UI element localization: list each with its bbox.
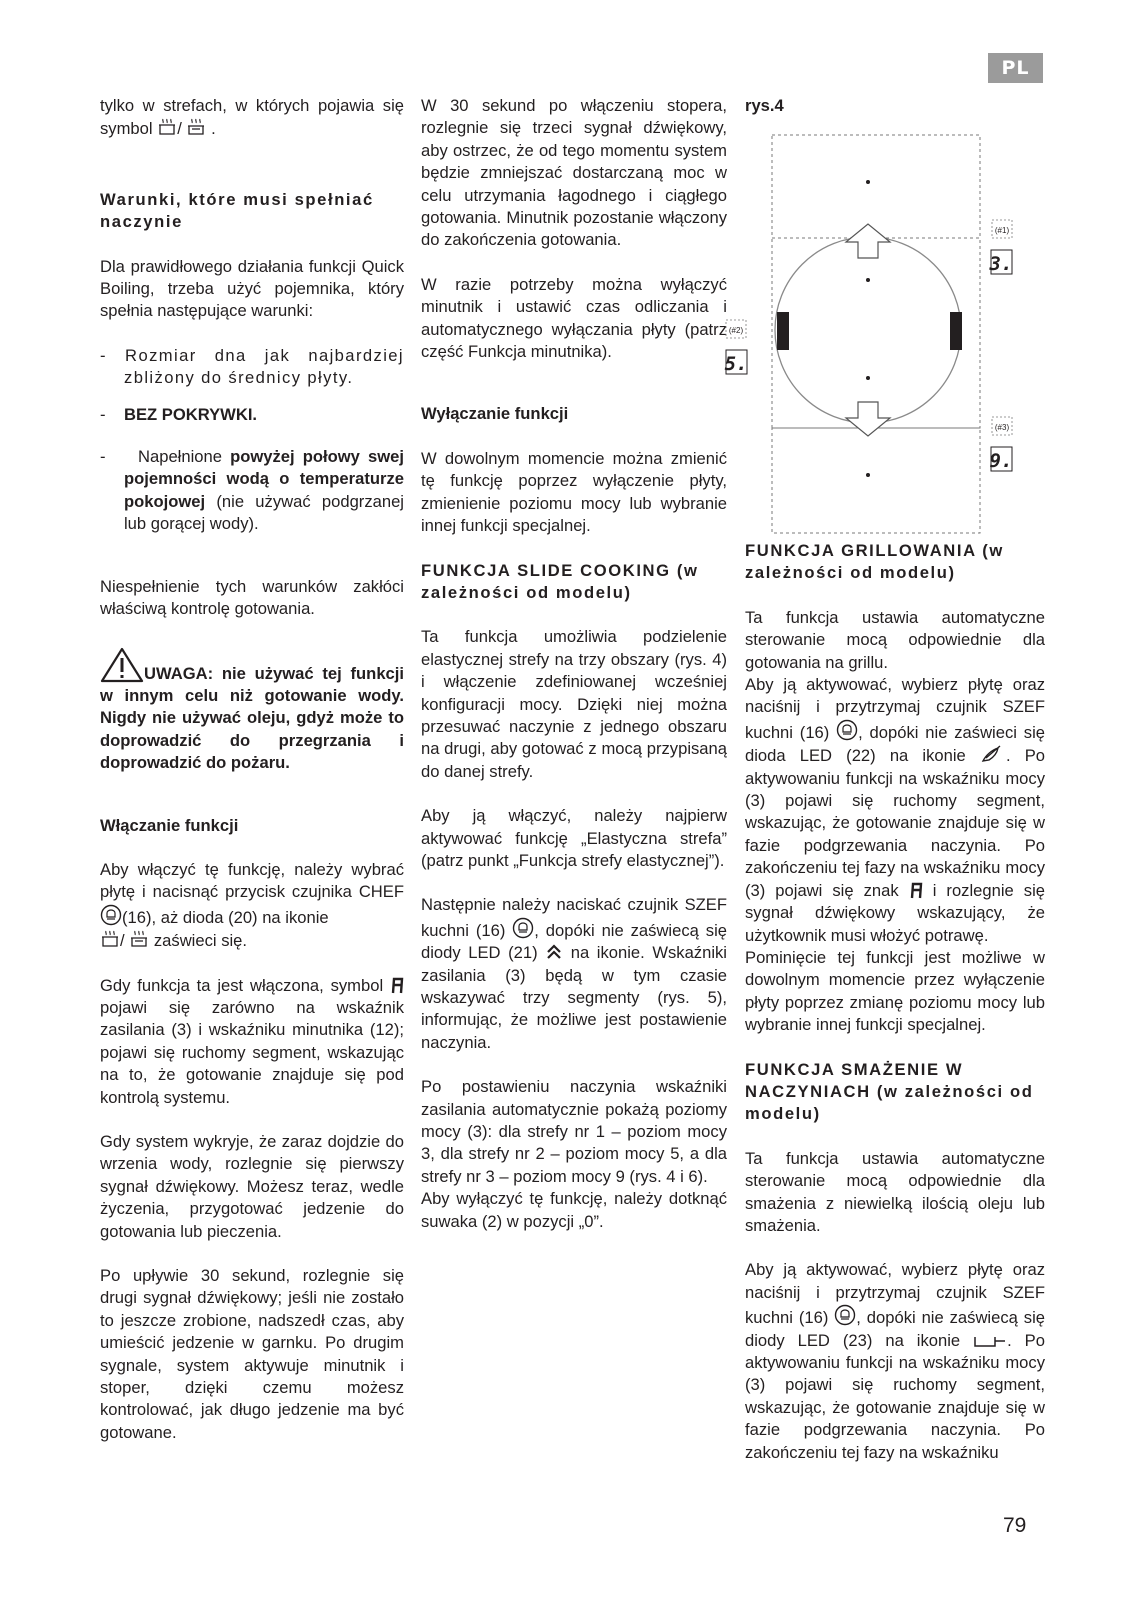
pot-steam-icon xyxy=(157,117,177,137)
column-right-text xyxy=(745,540,1045,1464)
zone-2-dot-bottom xyxy=(866,376,870,380)
paragraph-grill-intro: Ta funkcja ustawia automatyczne sterowanie mocą odpowiednie dla gotowania na grillu. xyxy=(745,607,1045,672)
zone-2-level: 5. xyxy=(724,353,748,375)
zone-right-bar xyxy=(950,312,962,350)
paragraph-failure: Niespełnienie tych warunków zakłóci właściwą kontrolę gotowania. xyxy=(100,576,404,619)
paragraph-slide-intro: Ta funkcja umożliwia podzielenie elastycznej strefy na trzy obszary (rys. 4) i włączenie zdefiniowanej wcześniej konfiguracji mocy. Dzięki niej można przesuwać naczynie z jednego obszaru na drugi, aby gotować z mocą przypisaną do danej strefy. xyxy=(421,627,727,781)
heading-grill: FUNKCJA GRILLOWANIA (w zależności od modelu) xyxy=(745,541,1004,583)
zone-3-tag: (#3) xyxy=(994,423,1010,432)
chef-sensor-icon xyxy=(512,917,534,939)
zone-3-dot xyxy=(866,473,870,477)
paragraph-slide-off: Aby wyłączyć tę funkcję, należy dotknąć suwaka (2) w pozycji „0”. xyxy=(421,1189,727,1231)
paragraph-slide-sensor: Następnie należy naciskać czujnik SZEF kuchni (16) , dopóki nie zaświecą się diody LED (21) na ikonie. Wskaźniki zasilania (3) będą w tym czasie wskazywać trzy segmenty (rys. 5), informując, że możliwe jest postawienie naczynia. xyxy=(421,895,727,1052)
arrow-up-icon xyxy=(846,224,890,258)
paragraph-timer-off: W razie potrzeby można wyłączyć minutnik i ustawić czas odliczania i automatycznego wyłączania płyty (patrz część Funkcja minutnika). xyxy=(421,274,727,362)
flex-zone-diagram xyxy=(724,130,1045,540)
warning-block: UWAGA: nie używać tej funkcji w innym celu niż gotowanie wody. Nigdy nie używać oleju, gdyż może to doprowadzić do przegrzania i doprowadzić do pożaru. xyxy=(100,647,404,775)
column-left xyxy=(100,95,404,1444)
heading-pan-fry: FUNKCJA SMAŻENIE W NACZYNIACH (w zależności od modelu) xyxy=(745,1059,1034,1124)
heading-slide-cooking: FUNKCJA SLIDE COOKING (w zależności od modelu) xyxy=(421,560,699,602)
paragraph-symbol: Gdy funkcja ta jest włączona, symbol pojawi się zarówno na wskaźnik zasilania (3) i wskaźniku minutnika (12); pojawi się ruchomy segment, wskazując na to, że gotowanie znajduje się pod kontrolą systemu. xyxy=(100,975,404,1107)
page-number: 79 xyxy=(1003,1514,1027,1537)
heading-vessel-conditions: Warunki, które musi spełniać naczynie xyxy=(100,189,374,232)
paragraph-grill-skip: Pominięcie tej funkcji jest możliwe w dowolnym momencie przez wyłączenie płyty poprzez zmianę poziomu mocy lub wybranie innej funkcji specjalnej. xyxy=(745,947,1045,1035)
bullet-size: - Rozmiar dna jak najbardziej zbliżony do średnicy płyty. xyxy=(100,345,404,388)
paragraph-fry-activate: Aby ją aktywować, wybierz płytę oraz naciśnij i przytrzymaj czujnik SZEF kuchni (16) , dopóki nie zaświecą się diody LED (23) na ikonie . Po aktywowaniu funkcji na wskaźniku mocy (3) pojawi się ruchomy segment, wskazując, że gotowanie znajduje się w fazie podgrzewania naczynia. Po zakończeniu tej fazy na wskaźniku xyxy=(745,1260,1045,1462)
zone-left-bar xyxy=(777,312,789,350)
column-right xyxy=(745,95,1045,117)
paragraph-slide-enable: Aby ją włączyć, należy najpierw aktywować funkcję „Elastyczna strefa” (patrz punkt „Funkcja strefy elastycznej”). xyxy=(421,806,727,870)
heading-disable: Wyłączanie funkcji xyxy=(421,404,569,424)
grill-icon xyxy=(980,744,1006,764)
zone-3-outline xyxy=(772,428,980,533)
language-badge: PL xyxy=(988,53,1043,83)
segment-a-icon xyxy=(390,976,404,994)
paragraph-third-signal: W 30 sekund po włączeniu stopera, rozlegnie się trzeci sygnał dźwiękowy, aby ostrzec, że od tego momentu system będzie zmniejszać dostarczaną moc w celu utrzymania łagodnego i ciągłego gotowania. Minutnik pozostanie włączony do zakończenia gotowania. xyxy=(421,96,727,250)
paragraph-zones: tylko w strefach, w których pojawia się symbol / . xyxy=(100,96,404,139)
zone-1-level: 3. xyxy=(989,253,1013,275)
heading-enable: Włączanie funkcji xyxy=(100,815,239,835)
frying-pan-icon xyxy=(973,1333,1007,1349)
warning-triangle-icon xyxy=(100,647,144,683)
chef-sensor-icon xyxy=(100,904,122,926)
paragraph-enable: Aby włączyć tę funkcję, należy wybrać płytę i nacisnąć przycisk czujnika CHEF (16), aż dioda (20) na ikonie / zaświeci się. xyxy=(100,859,404,951)
segment-a-icon xyxy=(909,881,923,899)
pot-lid-icon xyxy=(186,117,206,137)
paragraph-grill-activate: Aby ją aktywować, wybierz płytę oraz naciśnij i przytrzymaj czujnik SZEF kuchni (16) , dopóki nie zaświeci się dioda LED (22) na ikonie . Po aktywowaniu funkcji na wskaźniku mocy (3) pojawi się ruchomy segment, wskazując, że gotowanie znajduje się w fazie podgrzewania naczynia. Po zakończeniu tej fazy na wskaźniku mocy (3) pojawi się znak i rozlegnie się sygnał dźwiękowy wskazujący, że użytkownik musi włożyć potrawę. xyxy=(745,675,1045,945)
paragraph-disable: W dowolnym momencie można zmienić tę funkcję poprzez wyłączenie płyty, zmienienie poziomu mocy lub wybranie innej funkcji specjalnej. xyxy=(421,448,727,536)
paragraph-fry-intro: Ta funkcja ustawia automatyczne sterowanie mocą odpowiednie dla smażenia z niewielką ilością oleju lub smażenia. xyxy=(745,1148,1045,1235)
pot-lid-icon xyxy=(129,929,149,949)
zone-2-outline xyxy=(772,238,980,428)
zone-1-dot xyxy=(866,180,870,184)
pot-steam-icon xyxy=(100,929,120,949)
cooking-zone-circle xyxy=(775,237,961,423)
paragraph-slide-levels: Po postawieniu naczynia wskaźniki zasilania automatycznie pokażą poziomy mocy (3): dla strefy nr 1 – poziom mocy 3, dla strefy nr 2 – poziom mocy 5, a dla strefy nr 3 – poziom mocy 9 (rys. 4 i 6). xyxy=(421,1077,727,1186)
zone-2-tag: (#2) xyxy=(728,326,744,335)
slide-arrows-icon xyxy=(545,943,563,961)
paragraph-boil-detect: Gdy system wykryje, że zaraz dojdzie do wrzenia wody, rozlegnie się pierwszy sygnał dźwiękowy. Możesz teraz, wedle życzenia, przygotować jedzenie do gotowania lub pieczenia. xyxy=(100,1132,404,1241)
column-middle xyxy=(421,95,727,1233)
zone-1-outline xyxy=(772,135,980,238)
figure-title: rys.4 xyxy=(745,96,784,115)
zone-3-level: 9. xyxy=(989,450,1013,472)
paragraph-second-signal: Po upływie 30 sekund, rozlegnie się drugi sygnał dźwiękowy; jeśli nie zostało to jeszcze zrobione, nadszedł czas, aby umieścić jedzenie w garnku. Po drugim sygnale, system aktywuje minutnik i stoper, dzięki czemu możesz kontrolować, jak długo jedzenie ma być gotowane. xyxy=(100,1266,404,1442)
zone-2-dot-top xyxy=(866,278,870,282)
zone-1-tag: (#1) xyxy=(994,226,1010,235)
arrow-down-icon xyxy=(846,402,890,436)
bullet-no-lid: - BEZ POKRYWKI. xyxy=(100,404,258,424)
bullet-fill: - Napełnione powyżej połowy swej pojemności wodą o temperaturze pokojowej (nie używać podgrzanej lub gorącej wody). xyxy=(100,447,404,534)
chef-sensor-icon xyxy=(836,719,858,741)
paragraph-intro: Dla prawidłowego działania funkcji Quick Boiling, trzeba użyć pojemnika, który spełnia następujące warunki: xyxy=(100,256,404,321)
chef-sensor-icon xyxy=(834,1304,856,1326)
